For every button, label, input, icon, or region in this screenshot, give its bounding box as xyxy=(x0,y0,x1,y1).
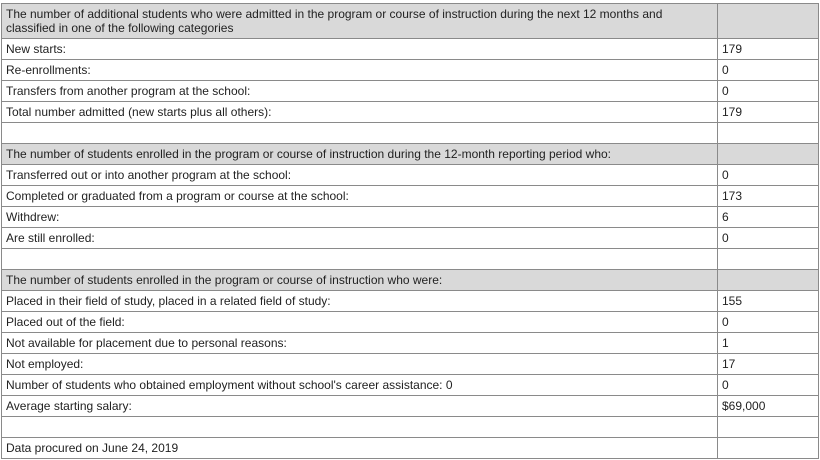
spacer-cell xyxy=(718,249,819,270)
table-row xyxy=(2,312,819,333)
table-row xyxy=(2,186,819,207)
spacer-cell xyxy=(2,417,718,438)
row-label: Placed in their field of study, placed in a related field of study: xyxy=(2,291,718,312)
section-header: The number of additional students who were admitted in the program or course of instruction during the next 12 months and classified in one of the following categories xyxy=(2,4,718,39)
row-label: Are still enrolled: xyxy=(2,228,718,249)
row-label: Transfers from another program at the school: xyxy=(2,81,718,102)
row-label: Not employed: xyxy=(2,354,718,375)
row-value: 6 xyxy=(718,207,819,228)
section-header-row xyxy=(2,270,819,291)
table-row xyxy=(2,375,819,396)
table-row xyxy=(2,81,819,102)
data-procured-note: Data procured on June 24, 2019 xyxy=(2,438,718,459)
row-label: Placed out of the field: xyxy=(2,312,718,333)
row-value: 17 xyxy=(718,354,819,375)
row-value: 179 xyxy=(718,102,819,123)
row-label: Number of students who obtained employment without school's career assistance: 0 xyxy=(2,375,718,396)
row-value: 0 xyxy=(718,81,819,102)
row-value: 155 xyxy=(718,291,819,312)
section-header-value-cell xyxy=(718,144,819,165)
table-row xyxy=(2,39,819,60)
section-header-row xyxy=(2,144,819,165)
footer-row xyxy=(2,438,819,459)
section-header: The number of students enrolled in the program or course of instruction during the 12-month reporting period who: xyxy=(2,144,718,165)
row-label: Withdrew: xyxy=(2,207,718,228)
outcomes-table xyxy=(1,3,819,459)
spacer-cell xyxy=(718,123,819,144)
section-header-value-cell xyxy=(718,270,819,291)
table-row xyxy=(2,60,819,81)
table-row xyxy=(2,207,819,228)
section-header: The number of students enrolled in the program or course of instruction who were: xyxy=(2,270,718,291)
row-value: 0 xyxy=(718,312,819,333)
row-value: 1 xyxy=(718,333,819,354)
row-label: Completed or graduated from a program or course at the school: xyxy=(2,186,718,207)
row-label: Transferred out or into another program at the school: xyxy=(2,165,718,186)
row-value: 0 xyxy=(718,228,819,249)
spacer-cell xyxy=(2,249,718,270)
row-value: 0 xyxy=(718,60,819,81)
row-value: 173 xyxy=(718,186,819,207)
table-row xyxy=(2,354,819,375)
spacer-row xyxy=(2,123,819,144)
row-value: 0 xyxy=(718,375,819,396)
row-value: $69,000 xyxy=(718,396,819,417)
section-header-value-cell xyxy=(718,4,819,39)
table-row xyxy=(2,228,819,249)
row-label: Re-enrollments: xyxy=(2,60,718,81)
table-row xyxy=(2,165,819,186)
spacer-cell xyxy=(2,123,718,144)
spacer-row xyxy=(2,249,819,270)
row-label: New starts: xyxy=(2,39,718,60)
spacer-cell xyxy=(718,417,819,438)
row-value: 0 xyxy=(718,165,819,186)
row-value: 179 xyxy=(718,39,819,60)
table-row xyxy=(2,291,819,312)
row-label: Not available for placement due to personal reasons: xyxy=(2,333,718,354)
table-row xyxy=(2,396,819,417)
table-row xyxy=(2,102,819,123)
footer-value-cell xyxy=(718,438,819,459)
table-row xyxy=(2,333,819,354)
section-header-row xyxy=(2,4,819,39)
row-label: Total number admitted (new starts plus all others): xyxy=(2,102,718,123)
spacer-row xyxy=(2,417,819,438)
row-label: Average starting salary: xyxy=(2,396,718,417)
